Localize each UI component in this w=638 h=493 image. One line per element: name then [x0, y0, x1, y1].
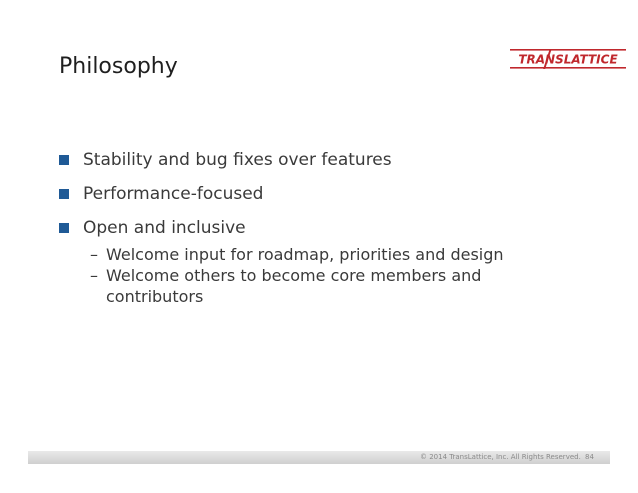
sub-bullet-text: contributors [106, 287, 204, 306]
page-number: 84 [585, 453, 594, 461]
sub-bullet-text: Welcome others to become core members and [106, 266, 482, 285]
bullet-item [59, 148, 599, 172]
bullet-square-icon [59, 155, 69, 165]
bullet-item [59, 182, 599, 206]
bullet-text: Open and inclusive [83, 218, 246, 238]
dash-icon: – [90, 266, 98, 285]
sub-bullet-item [59, 244, 599, 265]
sub-bullet-continuation [59, 286, 599, 307]
sub-bullet-text: Welcome input for roadmap, priorities and design [106, 245, 504, 264]
bullet-text: Stability and bug fixes over features [83, 150, 392, 170]
bullet-item [59, 216, 599, 240]
slide-title: Philosophy [59, 54, 178, 79]
footer-copyright: © 2014 TransLattice, Inc. All Rights Reserved. [420, 453, 581, 461]
translattice-logo [510, 48, 626, 70]
sub-bullet-list [59, 244, 599, 307]
logo-text: TRANSLATTICE [518, 52, 618, 67]
sub-bullet-item [59, 265, 599, 286]
bullet-list [59, 148, 599, 307]
bullet-text: Performance-focused [83, 184, 264, 204]
bullet-square-icon [59, 223, 69, 233]
bullet-square-icon [59, 189, 69, 199]
dash-icon: – [90, 245, 98, 264]
